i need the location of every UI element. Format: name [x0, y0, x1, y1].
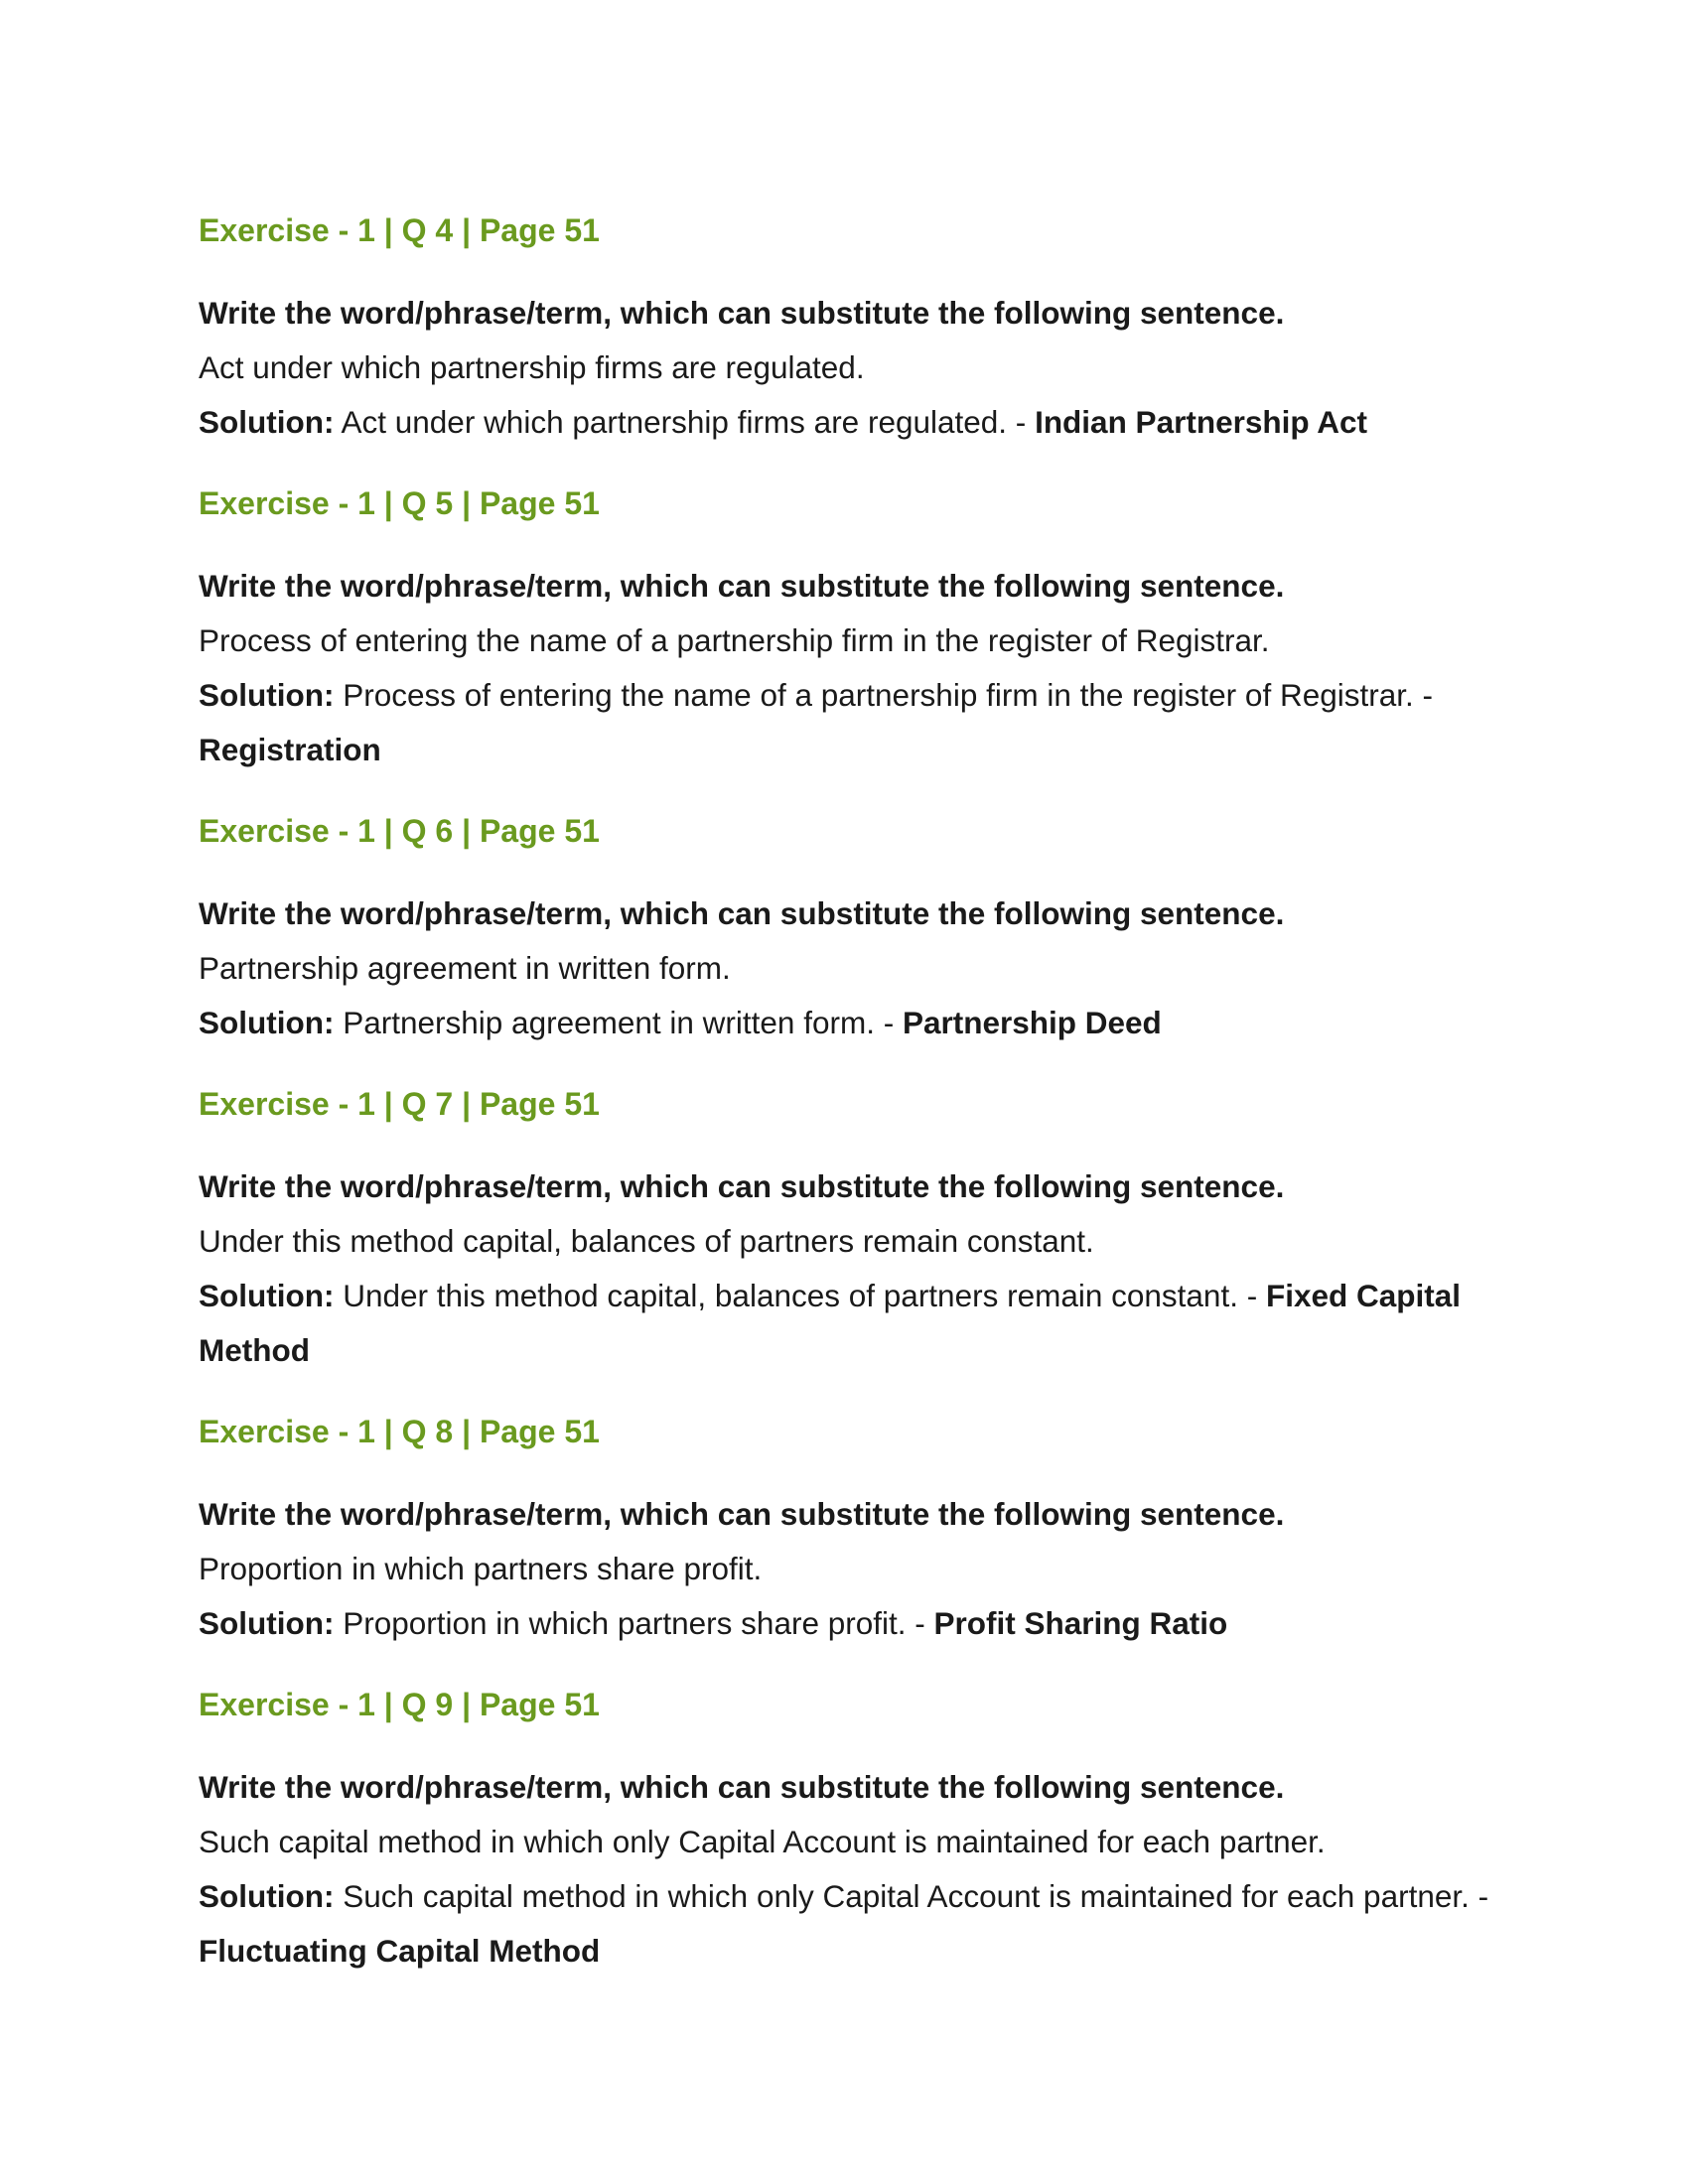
solution-line	[199, 395, 1509, 450]
question-text: Partnership agreement in written form.	[199, 950, 731, 986]
exercise-entry	[199, 810, 1509, 1050]
question-text: Process of entering the name of a partnership firm in the register of Registrar.	[199, 622, 1270, 658]
exercise-entry	[199, 209, 1509, 450]
exercise-heading: Exercise - 1 | Q 9 | Page 51	[199, 1687, 600, 1722]
solution-line	[199, 996, 1509, 1050]
exercise-entry	[199, 1411, 1509, 1651]
question-text: Act under which partnership firms are regulated.	[199, 349, 865, 385]
exercise-heading: Exercise - 1 | Q 7 | Page 51	[199, 1086, 600, 1122]
solution-answer: Registration	[199, 732, 381, 767]
solution-text: Partnership agreement in written form. -	[334, 1005, 903, 1040]
solution-label: Solution:	[199, 404, 335, 440]
solution-label: Solution:	[199, 1605, 335, 1641]
solution-text: Such capital method in which only Capital Account is maintained for each partner. -	[334, 1878, 1489, 1914]
exercise-heading: Exercise - 1 | Q 4 | Page 51	[199, 212, 600, 248]
exercise-entry	[199, 1684, 1509, 1979]
solution-line	[199, 1869, 1509, 1979]
question-text: Such capital method in which only Capital Account is maintained for each partner.	[199, 1824, 1326, 1859]
document-page	[199, 209, 1509, 2011]
solution-answer: Fixed Capital Method	[199, 1278, 1461, 1368]
question-prompt: Write the word/phrase/term, which can substitute the following sentence.	[199, 1168, 1285, 1204]
solution-text: Under this method capital, balances of partners remain constant. -	[334, 1278, 1266, 1313]
question-prompt: Write the word/phrase/term, which can substitute the following sentence.	[199, 568, 1285, 604]
exercise-heading: Exercise - 1 | Q 8 | Page 51	[199, 1414, 600, 1449]
question-prompt: Write the word/phrase/term, which can substitute the following sentence.	[199, 1769, 1285, 1805]
exercise-heading: Exercise - 1 | Q 6 | Page 51	[199, 813, 600, 849]
exercise-heading: Exercise - 1 | Q 5 | Page 51	[199, 485, 600, 521]
solution-line	[199, 1596, 1509, 1651]
solution-text: Process of entering the name of a partnership firm in the register of Registrar. -	[334, 677, 1433, 713]
solution-text: Act under which partnership firms are regulated. -	[334, 404, 1036, 440]
solution-answer: Indian Partnership Act	[1035, 404, 1367, 440]
solution-label: Solution:	[199, 1005, 335, 1040]
solution-line	[199, 668, 1509, 777]
solution-answer: Partnership Deed	[902, 1005, 1162, 1040]
solution-answer: Fluctuating Capital Method	[199, 1933, 601, 1969]
question-text: Under this method capital, balances of partners remain constant.	[199, 1223, 1094, 1259]
question-text: Proportion in which partners share profit.	[199, 1551, 763, 1586]
solution-answer: Profit Sharing Ratio	[933, 1605, 1228, 1641]
question-prompt: Write the word/phrase/term, which can substitute the following sentence.	[199, 295, 1285, 331]
exercise-entry	[199, 1083, 1509, 1378]
solution-label: Solution:	[199, 1878, 335, 1914]
solution-label: Solution:	[199, 677, 335, 713]
solution-line	[199, 1269, 1509, 1378]
solution-label: Solution:	[199, 1278, 335, 1313]
solution-text: Proportion in which partners share profit. -	[334, 1605, 934, 1641]
question-prompt: Write the word/phrase/term, which can substitute the following sentence.	[199, 895, 1285, 931]
question-prompt: Write the word/phrase/term, which can substitute the following sentence.	[199, 1496, 1285, 1532]
exercise-entry	[199, 482, 1509, 777]
